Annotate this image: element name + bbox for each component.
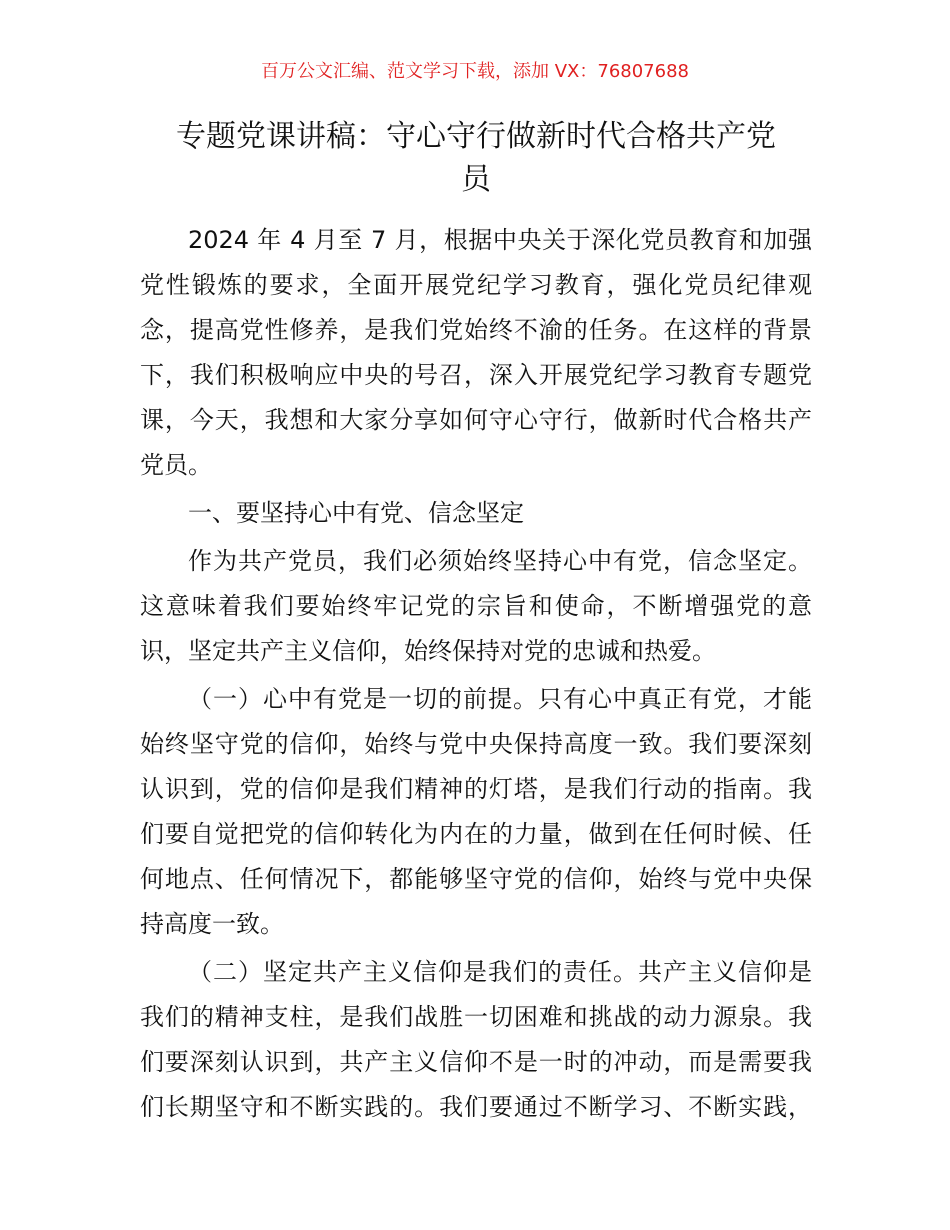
- text-line: 何地点、任何情况下，都能够坚守党的信仰，始终与党中央保: [140, 865, 812, 893]
- paragraph: [140, 218, 812, 488]
- paragraph: [140, 950, 812, 1130]
- document-title: [140, 115, 812, 201]
- text-line: 下，我们积极响应中央的号召，深入开展党纪学习教育专题党: [140, 361, 812, 389]
- text-line: 课，今天，我想和大家分享如何守心守行，做新时代合格共产: [140, 406, 812, 434]
- text-line: 们要深刻认识到，共产主义信仰不是一时的冲动，而是需要我: [140, 1048, 812, 1076]
- text-line: （二）坚定共产主义信仰是我们的责任。共产主义信仰是: [188, 958, 812, 986]
- title-line: 专题党课讲稿：守心守行做新时代合格共产党: [176, 119, 776, 154]
- text-line: 一、要坚持心中有党、信念坚定: [188, 499, 524, 527]
- text-line: （一）心中有党是一切的前提。只有心中真正有党，才能: [188, 685, 812, 713]
- text-line: 认识到，党的信仰是我们精神的灯塔，是我们行动的指南。我: [140, 775, 812, 803]
- section-heading: [140, 491, 812, 536]
- text-line: 念，提高党性修养，是我们党始终不渝的任务。在这样的背景: [140, 316, 812, 344]
- text-line: 2024 年 4 月至 7 月，根据中央关于深化党员教育和加强: [188, 226, 812, 254]
- text-line: 识，坚定共产主义信仰，始终保持对党的忠诚和热爱。: [140, 637, 716, 665]
- title-line: 员: [461, 162, 491, 197]
- text-line: 这意味着我们要始终牢记党的宗旨和使命，不断增强党的意: [140, 592, 812, 620]
- text-line: 党员。: [140, 451, 212, 479]
- text-line: 作为共产党员，我们必须始终坚持心中有党，信念坚定。: [188, 547, 812, 575]
- document-body: [140, 218, 812, 1133]
- text-line: 始终坚守党的信仰，始终与党中央保持高度一致。我们要深刻: [140, 730, 812, 758]
- text-line: 们长期坚守和不断实践的。我们要通过不断学习、不断实践，: [140, 1093, 812, 1121]
- text-line: 我们的精神支柱，是我们战胜一切困难和挑战的动力源泉。我: [140, 1003, 812, 1031]
- paragraph: [140, 539, 812, 674]
- text-line: 持高度一致。: [140, 910, 284, 938]
- text-line: 们要自觉把党的信仰转化为内在的力量，做到在任何时候、任: [140, 820, 812, 848]
- paragraph: [140, 677, 812, 947]
- watermark-header: 百万公文汇编、范文学习下载，添加 VX：76807688: [261, 61, 689, 82]
- text-line: 党性锻炼的要求，全面开展党纪学习教育，强化党员纪律观: [140, 271, 812, 299]
